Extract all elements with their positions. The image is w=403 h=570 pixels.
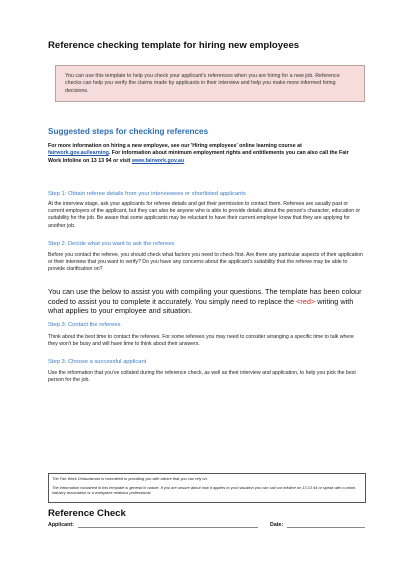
step-1-heading: Step 1: Obtain referee details from your interviewees or shortlisted applicants <box>48 191 246 197</box>
learning-link[interactable]: fairwork.gov.au/learning <box>48 150 109 157</box>
date-field[interactable] <box>287 527 365 528</box>
fairwork-link[interactable]: www.fairwork.gov.au <box>131 157 185 164</box>
date-label: Date: <box>270 522 284 528</box>
applicant-field[interactable] <box>78 527 258 528</box>
footer-line-2: The information contained in this template is general in nature. If you are unsure about how it applies to your situation you can call our Infoline on 13 13 94 or speak with a union, industry association or a workplace relations professional. <box>52 485 357 495</box>
step-2-heading: Step 2: Decide what you want to ask the referees <box>48 241 175 247</box>
step-1-text: At the interview stage, ask your applicants for referee details and get their permission to contact them. Referees are usually past or current employers of the applicant, but they can also be anyone who is able to provide details about the person's character, education or suitability for the job. Be aware that some applicants may be reluctant to have their current employer know that they are applying for another job. <box>48 201 361 229</box>
footer-line-1: The Fair Work Ombudsman is committed to providing you with advice that you can rely on. <box>52 476 208 481</box>
intro-box: You can use this template to help you check your applicant's references when you are hiring for a new job. Reference checks can help you verify the claims made by applicants in their interview and help you make more informed hiring decisions. <box>55 65 365 102</box>
more-info-text-1: For more information on hiring a new employee, see our 'Hiring employees' online learning course at <box>48 143 302 149</box>
footer-disclaimer-box <box>48 473 366 503</box>
red-placeholder-marker: <red> <box>296 296 316 306</box>
step-2-text: Before you contact the referee, you should check what factors you need to check first. Are there any particular aspects of their application or their interview that you want to verify? Do you have any concerns about the applicant's suitability that the referee may be able to provide clarification on? <box>48 252 363 273</box>
reference-check-title: Reference Check <box>48 508 126 519</box>
more-info-paragraph <box>48 143 363 165</box>
template-note-text-1: You can use the below to assist you with compiling your questions. The template has been colour coded to assist you to complete it accurately. You simply need to replace the <box>48 287 362 306</box>
step-3-contact-heading: Step 3: Contact the referees <box>48 322 121 328</box>
step-3-choose-heading: Step 3: Choose a successful applicant <box>48 359 147 365</box>
applicant-label: Applicant: <box>48 522 74 528</box>
step-3-contact-text: Think about the best time to contact the referees. For some referees you may need to consider arranging a specific time to talk where they won't be busy and will have time to think about their answers. <box>48 334 354 348</box>
step-3-choose-text: Use the information that you've collated during the reference check, as well as their interview and application, to help you pick the best person for the job. <box>48 370 356 384</box>
document-title: Reference checking template for hiring new employees <box>48 40 300 51</box>
template-note <box>48 287 368 316</box>
suggested-steps-heading: Suggested steps for checking references <box>48 127 209 136</box>
template-note-text-2: writing with what applies to your employee and situation. <box>48 296 354 316</box>
more-info-text-2: . For information about minimum employment rights and entitlements you can also call the Fair Work Infoline on 13 13 94 or visit <box>48 150 349 164</box>
